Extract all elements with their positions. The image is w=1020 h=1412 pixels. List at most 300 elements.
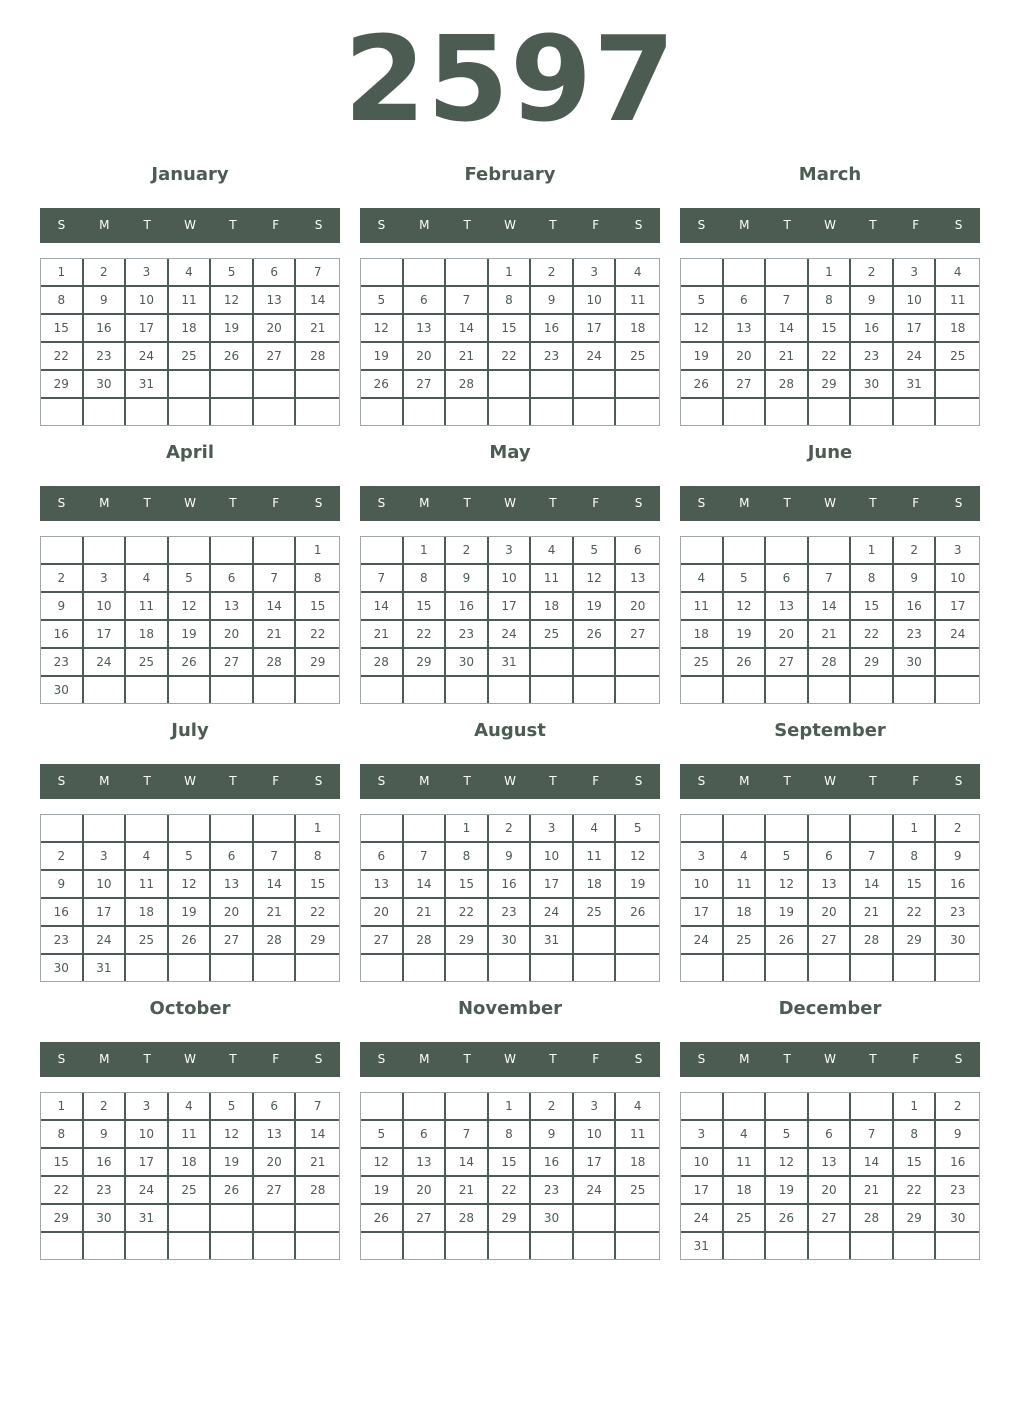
day-cell — [574, 1233, 617, 1259]
day-cell: 11 — [126, 871, 169, 899]
weekday-label: W — [504, 218, 516, 232]
day-cell — [254, 815, 297, 843]
weekday-label: M — [739, 1052, 750, 1066]
day-cell — [766, 677, 809, 703]
day-cell: 27 — [809, 927, 852, 955]
day-cell — [766, 399, 809, 425]
day-cell — [616, 399, 659, 425]
day-cell: 24 — [681, 1205, 724, 1233]
day-cell — [724, 677, 767, 703]
day-cell: 29 — [296, 927, 339, 955]
day-cell: 20 — [616, 593, 659, 621]
day-cell: 10 — [574, 287, 617, 315]
day-cell: 9 — [936, 1121, 979, 1149]
weekday-label: T — [549, 218, 557, 232]
day-cell: 7 — [809, 565, 852, 593]
day-cell — [446, 955, 489, 981]
day-cell: 12 — [574, 565, 617, 593]
day-cell: 13 — [404, 315, 447, 343]
day-cell: 27 — [211, 649, 254, 677]
day-cell — [296, 955, 339, 981]
weekday-label: S — [634, 774, 643, 788]
day-cell: 24 — [574, 343, 617, 371]
weekday-header — [360, 1042, 660, 1077]
month-july — [40, 719, 340, 989]
day-cell: 5 — [724, 565, 767, 593]
day-cell: 9 — [531, 287, 574, 315]
day-cell: 18 — [681, 621, 724, 649]
month-september — [680, 719, 980, 989]
day-cell: 30 — [41, 955, 84, 981]
day-cell: 4 — [724, 1121, 767, 1149]
month-october — [40, 997, 340, 1267]
day-cell: 30 — [84, 371, 127, 399]
day-cell: 23 — [531, 1177, 574, 1205]
day-cell — [404, 1093, 447, 1121]
day-cell — [296, 1233, 339, 1259]
day-cell: 2 — [851, 259, 894, 287]
day-cell: 13 — [616, 565, 659, 593]
day-cell: 4 — [169, 259, 212, 287]
weekday-label: F — [272, 496, 280, 510]
day-cell: 28 — [446, 1205, 489, 1233]
day-cell — [41, 537, 84, 565]
day-cell: 5 — [616, 815, 659, 843]
day-cell: 6 — [211, 843, 254, 871]
day-cell — [211, 1205, 254, 1233]
day-cell: 10 — [489, 565, 532, 593]
day-cell: 22 — [41, 1177, 84, 1205]
day-cell: 22 — [41, 343, 84, 371]
day-cell: 26 — [169, 649, 212, 677]
day-cell: 15 — [489, 1149, 532, 1177]
day-cell: 2 — [41, 565, 84, 593]
day-cell: 31 — [531, 927, 574, 955]
day-cell — [766, 815, 809, 843]
day-cell: 22 — [296, 899, 339, 927]
day-cell — [809, 537, 852, 565]
weekday-label: T — [869, 496, 877, 510]
weekday-label: S — [57, 1052, 66, 1066]
day-cell — [531, 649, 574, 677]
day-cell — [724, 259, 767, 287]
day-cell: 18 — [724, 899, 767, 927]
day-cell: 24 — [84, 927, 127, 955]
day-cell: 18 — [574, 871, 617, 899]
day-cell — [936, 371, 979, 399]
month-title: November — [457, 998, 563, 1019]
day-cell — [574, 649, 617, 677]
day-cell: 18 — [936, 315, 979, 343]
day-cell: 19 — [616, 871, 659, 899]
weekday-header — [360, 208, 660, 243]
day-cell — [169, 1205, 212, 1233]
day-cell — [681, 815, 724, 843]
weekday-label: S — [954, 496, 963, 510]
weekday-header — [360, 764, 660, 799]
weekday-label: F — [912, 774, 920, 788]
day-cell: 26 — [361, 1205, 404, 1233]
day-cell — [41, 1233, 84, 1259]
day-cell: 14 — [446, 315, 489, 343]
weekday-label: S — [697, 218, 706, 232]
day-cell: 11 — [169, 287, 212, 315]
day-cell: 28 — [766, 371, 809, 399]
day-cell: 27 — [254, 1177, 297, 1205]
day-cell: 31 — [84, 955, 127, 981]
weekday-label: S — [57, 496, 66, 510]
day-cell — [296, 371, 339, 399]
day-cell: 23 — [41, 927, 84, 955]
day-cell: 25 — [531, 621, 574, 649]
day-cell: 25 — [616, 1177, 659, 1205]
day-cell: 12 — [169, 871, 212, 899]
day-cell: 16 — [41, 621, 84, 649]
day-cell — [809, 955, 852, 981]
day-cell: 13 — [361, 871, 404, 899]
day-cell: 21 — [361, 621, 404, 649]
day-cell: 5 — [169, 565, 212, 593]
day-cell: 6 — [766, 565, 809, 593]
day-cell — [936, 649, 979, 677]
day-cell: 17 — [489, 593, 532, 621]
day-cell — [936, 399, 979, 425]
day-cell — [126, 399, 169, 425]
day-cell: 14 — [851, 871, 894, 899]
day-cell — [851, 815, 894, 843]
day-cell — [254, 1205, 297, 1233]
day-cell: 6 — [724, 287, 767, 315]
day-cell: 14 — [404, 871, 447, 899]
day-cell: 2 — [936, 1093, 979, 1121]
day-cell: 6 — [211, 565, 254, 593]
day-cell: 13 — [809, 871, 852, 899]
day-cell: 2 — [84, 1093, 127, 1121]
day-cell: 22 — [809, 343, 852, 371]
day-cell: 9 — [894, 565, 937, 593]
weekday-header — [40, 764, 340, 799]
day-cell — [809, 677, 852, 703]
weekday-header — [680, 208, 980, 243]
day-cell: 7 — [851, 843, 894, 871]
weekday-label: F — [912, 1052, 920, 1066]
day-cell: 19 — [766, 1177, 809, 1205]
day-cell: 28 — [404, 927, 447, 955]
day-cell: 22 — [489, 1177, 532, 1205]
month-title: October — [149, 998, 231, 1019]
day-cell: 7 — [446, 1121, 489, 1149]
day-cell: 28 — [254, 927, 297, 955]
day-cell: 5 — [681, 287, 724, 315]
day-cell — [361, 259, 404, 287]
day-cell: 16 — [84, 1149, 127, 1177]
day-cell — [531, 677, 574, 703]
day-cell — [681, 955, 724, 981]
day-cell: 13 — [404, 1149, 447, 1177]
day-cell — [531, 955, 574, 981]
day-cell: 15 — [489, 315, 532, 343]
day-cell: 6 — [809, 1121, 852, 1149]
day-cell: 18 — [126, 899, 169, 927]
day-cell — [211, 677, 254, 703]
day-cell — [84, 537, 127, 565]
day-cell: 19 — [169, 621, 212, 649]
day-cell: 26 — [361, 371, 404, 399]
month-november — [360, 997, 660, 1267]
day-cell — [894, 1233, 937, 1259]
day-cell: 8 — [41, 1121, 84, 1149]
day-cell — [126, 955, 169, 981]
day-cell: 28 — [851, 927, 894, 955]
day-cell: 8 — [489, 287, 532, 315]
weekday-label: T — [229, 218, 237, 232]
day-cell: 1 — [851, 537, 894, 565]
day-cell — [574, 399, 617, 425]
day-cell: 15 — [894, 871, 937, 899]
day-cell: 4 — [724, 843, 767, 871]
day-cell: 14 — [361, 593, 404, 621]
day-cell: 4 — [169, 1093, 212, 1121]
day-cell: 7 — [404, 843, 447, 871]
day-cell — [724, 1233, 767, 1259]
weekday-label: M — [419, 496, 430, 510]
weekday-label: S — [954, 218, 963, 232]
day-cell: 2 — [894, 537, 937, 565]
day-cell: 11 — [616, 1121, 659, 1149]
day-cell: 4 — [126, 565, 169, 593]
day-cell — [766, 955, 809, 981]
day-cell: 20 — [254, 315, 297, 343]
day-cell: 7 — [766, 287, 809, 315]
day-cell: 29 — [41, 1205, 84, 1233]
day-cell: 14 — [809, 593, 852, 621]
day-cell: 10 — [126, 1121, 169, 1149]
weekday-label: S — [697, 496, 706, 510]
day-cell — [169, 677, 212, 703]
weekday-label: F — [592, 774, 600, 788]
day-cell: 20 — [211, 899, 254, 927]
weekday-label: T — [463, 496, 471, 510]
day-grid — [360, 536, 660, 704]
day-cell: 25 — [169, 1177, 212, 1205]
day-cell: 5 — [766, 843, 809, 871]
day-cell — [361, 1233, 404, 1259]
day-cell: 8 — [894, 843, 937, 871]
weekday-label: T — [229, 774, 237, 788]
day-cell: 2 — [41, 843, 84, 871]
weekday-label: W — [184, 774, 196, 788]
day-cell — [84, 399, 127, 425]
weekday-label: T — [143, 774, 151, 788]
weekday-label: M — [99, 218, 110, 232]
day-cell: 22 — [894, 1177, 937, 1205]
day-cell: 1 — [296, 815, 339, 843]
weekday-label: S — [314, 774, 323, 788]
day-cell — [681, 259, 724, 287]
day-cell — [809, 1093, 852, 1121]
day-grid — [680, 1092, 980, 1260]
day-cell: 18 — [724, 1177, 767, 1205]
weekday-label: T — [783, 496, 791, 510]
day-cell — [126, 677, 169, 703]
day-cell — [84, 1233, 127, 1259]
day-cell: 7 — [254, 565, 297, 593]
day-cell: 5 — [361, 1121, 404, 1149]
day-cell: 5 — [766, 1121, 809, 1149]
day-cell — [361, 955, 404, 981]
weekday-label: S — [697, 774, 706, 788]
day-cell: 9 — [851, 287, 894, 315]
day-cell: 2 — [84, 259, 127, 287]
day-cell: 20 — [766, 621, 809, 649]
day-cell: 29 — [41, 371, 84, 399]
day-cell — [724, 399, 767, 425]
day-cell: 4 — [531, 537, 574, 565]
day-cell: 6 — [254, 1093, 297, 1121]
weekday-label: W — [504, 496, 516, 510]
day-cell: 11 — [169, 1121, 212, 1149]
day-cell: 30 — [936, 1205, 979, 1233]
day-cell: 30 — [84, 1205, 127, 1233]
day-cell: 17 — [531, 871, 574, 899]
day-cell — [361, 399, 404, 425]
day-cell — [809, 815, 852, 843]
weekday-label: M — [419, 1052, 430, 1066]
day-grid — [40, 1092, 340, 1260]
day-cell: 14 — [446, 1149, 489, 1177]
day-cell — [489, 955, 532, 981]
day-cell — [681, 537, 724, 565]
day-cell: 12 — [681, 315, 724, 343]
day-cell — [616, 1233, 659, 1259]
day-cell: 20 — [211, 621, 254, 649]
weekday-label: F — [272, 218, 280, 232]
day-cell: 19 — [361, 343, 404, 371]
weekday-label: M — [99, 774, 110, 788]
day-cell: 12 — [766, 1149, 809, 1177]
day-cell: 27 — [404, 1205, 447, 1233]
day-cell — [574, 677, 617, 703]
day-cell: 18 — [531, 593, 574, 621]
day-cell — [489, 371, 532, 399]
day-cell: 3 — [126, 259, 169, 287]
day-cell — [851, 955, 894, 981]
weekday-label: S — [314, 496, 323, 510]
day-cell: 4 — [936, 259, 979, 287]
day-cell: 6 — [809, 843, 852, 871]
day-cell: 11 — [936, 287, 979, 315]
day-cell: 15 — [41, 1149, 84, 1177]
day-cell: 8 — [404, 565, 447, 593]
day-cell — [766, 259, 809, 287]
month-march — [680, 163, 980, 433]
day-cell — [724, 815, 767, 843]
weekday-label: S — [377, 1052, 386, 1066]
day-cell: 15 — [851, 593, 894, 621]
day-cell: 14 — [254, 593, 297, 621]
weekday-label: T — [229, 1052, 237, 1066]
day-cell: 5 — [169, 843, 212, 871]
month-title: December — [778, 998, 882, 1019]
weekday-header — [680, 1042, 980, 1077]
month-title: September — [774, 720, 886, 741]
weekday-header — [680, 764, 980, 799]
weekday-header — [680, 486, 980, 521]
day-cell — [616, 955, 659, 981]
day-cell — [446, 1233, 489, 1259]
day-cell — [84, 815, 127, 843]
day-cell: 8 — [296, 565, 339, 593]
month-may — [360, 441, 660, 711]
day-cell: 17 — [574, 315, 617, 343]
day-cell: 3 — [126, 1093, 169, 1121]
weekday-label: T — [143, 496, 151, 510]
day-cell: 23 — [84, 343, 127, 371]
day-cell — [404, 955, 447, 981]
day-cell: 3 — [681, 1121, 724, 1149]
day-cell — [84, 677, 127, 703]
day-cell: 31 — [894, 371, 937, 399]
weekday-label: W — [184, 496, 196, 510]
day-cell: 24 — [894, 343, 937, 371]
weekday-label: S — [954, 1052, 963, 1066]
day-cell: 20 — [404, 343, 447, 371]
day-cell — [211, 1233, 254, 1259]
month-august — [360, 719, 660, 989]
weekday-header — [40, 208, 340, 243]
day-cell — [766, 537, 809, 565]
day-cell — [254, 1233, 297, 1259]
weekday-header — [40, 1042, 340, 1077]
day-cell: 3 — [84, 565, 127, 593]
day-cell — [489, 1233, 532, 1259]
day-cell: 16 — [894, 593, 937, 621]
day-cell: 5 — [574, 537, 617, 565]
weekday-label: S — [634, 496, 643, 510]
weekday-label: M — [419, 218, 430, 232]
day-cell: 20 — [809, 1177, 852, 1205]
day-cell — [681, 399, 724, 425]
day-cell: 23 — [84, 1177, 127, 1205]
day-cell: 25 — [724, 1205, 767, 1233]
day-cell: 14 — [851, 1149, 894, 1177]
day-cell: 16 — [531, 1149, 574, 1177]
day-cell — [169, 399, 212, 425]
day-cell: 19 — [724, 621, 767, 649]
day-cell: 24 — [126, 343, 169, 371]
day-cell: 7 — [296, 1093, 339, 1121]
day-cell: 21 — [766, 343, 809, 371]
day-cell — [936, 1233, 979, 1259]
day-cell: 26 — [766, 927, 809, 955]
day-cell — [766, 1093, 809, 1121]
day-cell: 17 — [681, 899, 724, 927]
day-cell — [489, 677, 532, 703]
day-cell: 21 — [446, 1177, 489, 1205]
day-cell: 25 — [574, 899, 617, 927]
day-cell: 3 — [681, 843, 724, 871]
day-cell: 29 — [894, 1205, 937, 1233]
weekday-label: F — [272, 1052, 280, 1066]
weekday-label: T — [463, 774, 471, 788]
day-cell: 10 — [84, 871, 127, 899]
day-cell: 2 — [446, 537, 489, 565]
weekday-label: W — [824, 218, 836, 232]
day-cell — [404, 677, 447, 703]
day-cell: 4 — [126, 843, 169, 871]
day-cell: 20 — [361, 899, 404, 927]
day-cell — [489, 399, 532, 425]
